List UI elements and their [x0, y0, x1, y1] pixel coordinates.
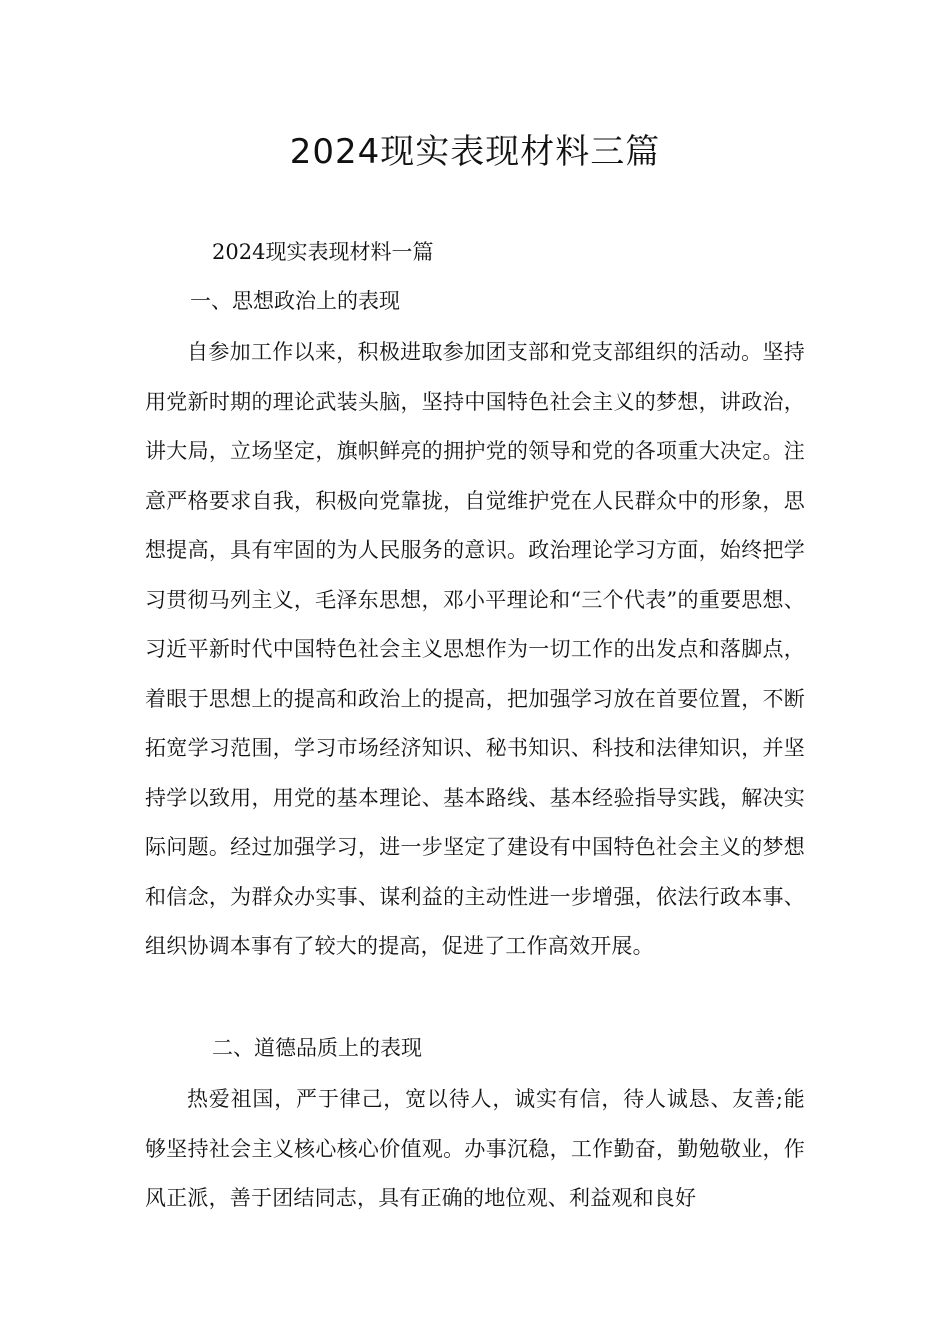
section-paragraph-2: 热爱祖国，严于律己，宽以待人，诚实有信，待人诚恳、友善;能够坚持社会主义核心核心价值观。办事沉稳，工作勤奋，勤勉敬业，作风正派，善于团结同志，具有正确的地位观、利益观和良好 [145, 1087, 805, 1210]
document-title: 2024现实表现材料三篇 [289, 132, 661, 172]
section-paragraph-1: 自参加工作以来，积极进取参加团支部和党支部组织的活动。坚持用党新时期的理论武装头脑，坚持中国特色社会主义的梦想，讲政治，讲大局，立场坚定，旗帜鲜亮的拥护党的领导和党的各项重大决定。注意严格要求自我，积极向党靠拢，自觉维护党在人民群众中的形象，思想提高，具有牢固的为人民服务的意识。政治理论学习方面，始终把学习贯彻马列主义，毛泽东思想，邓小平理论和“三个代表”的重要思想、习近平新时代中国特色社会主义思想作为一切工作的出发点和落脚点，着眼于思想上的提高和政治上的提高，把加强学习放在首要位置，不断拓宽学习范围，学习市场经济知识、秘书知识、科技和法律知识，并坚持学以致用，用党的基本理论、基本路线、基本经验指导实践，解决实际问题。经过加强学习，进一步坚定了建设有中国特色社会主义的梦想和信念，为群众办实事、谋利益的主动性进一步增强，依法行政本事、组织协调本事有了较大的提高，促进了工作高效开展。 [145, 340, 805, 958]
section-heading-2: 二、道德品质上的表现 [212, 1036, 422, 1060]
subtitle: 2024现实表现材料一篇 [212, 240, 434, 264]
section-heading-1: 一、思想政治上的表现 [190, 289, 400, 313]
